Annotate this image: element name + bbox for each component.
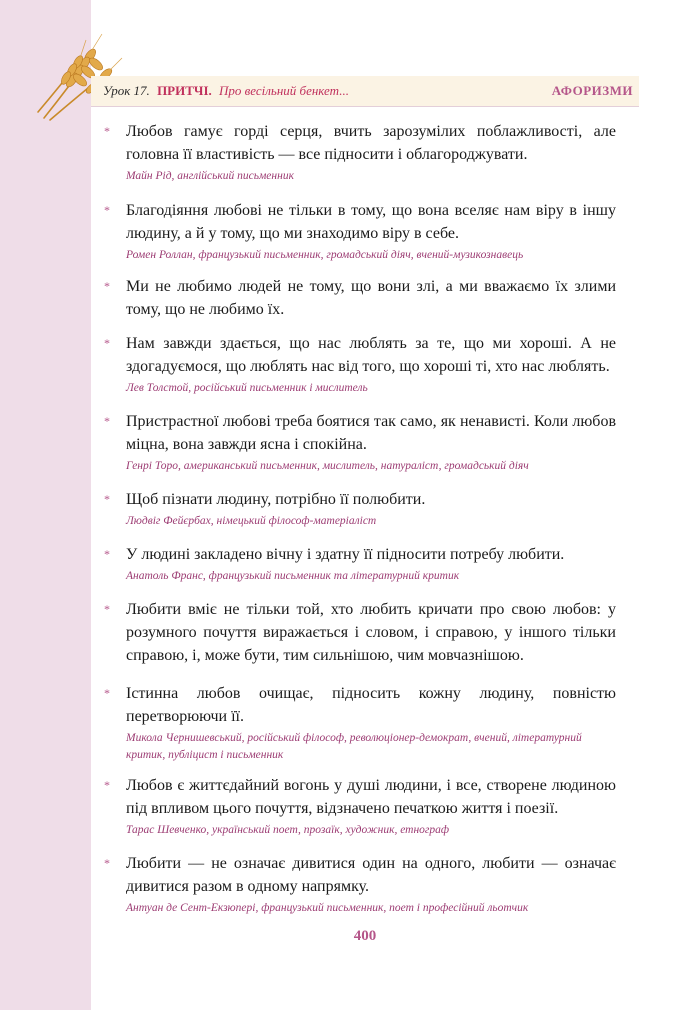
bullet-asterisk: * [104,279,110,293]
bullet-asterisk: * [104,492,110,506]
quote-item [104,543,616,598]
quote-item [104,410,616,488]
quote-list [104,120,616,922]
page-number: 400 [353,928,377,944]
quote-author: Лев Толстой, російський письменник і мислитель [126,382,368,394]
bullet-asterisk: * [104,203,110,217]
bullet-asterisk: * [104,414,110,428]
quote-author: Ромен Роллан, французький письменник, громадський діяч, вчений-музикознавець [126,249,524,261]
quote-author: Микола Чернишевський, російський філософ, революціонер-демократ, вчений, літературний критик, публіцист і письменник [126,732,582,761]
bullet-asterisk: * [104,547,110,561]
quote-text: Істинна любов очищає, підносить кожну людину, повністю перетворюючи її. [126,685,616,725]
bullet-asterisk: * [104,124,110,138]
quote-item [104,598,616,682]
topic-label: ПРИТЧІ. [157,83,212,98]
quote-item [104,852,616,922]
quote-item [104,488,616,543]
quote-item [104,120,616,199]
quote-text: Ми не любимо людей не тому, що вони злі, а ми вважаємо їх злими тому, що не любимо їх. [126,278,616,318]
quote-item [104,199,616,275]
bullet-asterisk: * [104,778,110,792]
quote-text: Любов гамує горді серця, вчить зарозумілих поблажливості, але головна її властивість — все підносити і облагороджувати. [126,123,616,163]
quote-item [104,682,616,774]
lesson-label: Урок 17. [103,83,150,98]
quote-text: Щоб пізнати людину, потрібно її полюбити. [126,491,426,508]
quote-item [104,332,616,410]
quote-author: Тарас Шевченко, український поет, прозаїк, художник, етнограф [126,824,450,836]
quote-text: Любов є життєдайний вогонь у душі людини, і все, створене людиною під впливом цього почуття, відзначено печаткою життя і поезії. [126,777,616,817]
quote-author: Генрі Торо, американський письменник, мислитель, натураліст, громадський діяч [126,460,529,472]
left-margin-band [0,0,91,1010]
quote-text: Любити вміє не тільки той, хто любить кричати про свою любов: у розумного почуття виражається і словом, і справою, у іншого тільки справою, і, може бути, тим сильнішою, чим мовчазнішою. [126,601,616,664]
quote-author: Людвіг Фейєрбах, німецький філософ-матеріаліст [126,515,377,527]
quote-item [104,774,616,852]
bullet-asterisk: * [104,336,110,350]
bullet-asterisk: * [104,856,110,870]
quote-item [104,275,616,332]
section-title: АФОРИЗМИ [551,83,633,98]
quote-author: Анатоль Франс, французький письменник та літературний критик [126,570,460,582]
quote-text: Пристрастної любові треба боятися так само, як ненависті. Коли любов міцна, вона завжди ясна і спокійна. [126,413,616,453]
subtitle-label: Про весільний бенкет... [219,83,349,98]
page-header [91,76,639,107]
bullet-asterisk: * [104,602,110,616]
header-breadcrumb [103,83,349,99]
quote-text: У людині закладено вічну і здатну її підносити потребу любити. [126,546,565,563]
quote-text: Благодіяння любові не тільки в тому, що вона вселяє нам віру в іншу людину, а й у тому, що ми знаходимо віру в себе. [126,202,616,242]
quote-author: Майн Рід, англійський письменник [126,170,294,182]
bullet-asterisk: * [104,686,110,700]
quote-text: Нам завжди здається, що нас люблять за те, що ми хороші. А не здогадуємося, що люблять нас від того, що хороші ті, хто нас люблять. [126,335,616,375]
quote-author: Антуан де Сент-Екзюпері, французький письменник, поет і професійний льотчик [126,902,529,914]
quote-text: Любити — не означає дивитися один на одного, любити — означає дивитися разом в одному напрямку. [126,855,616,895]
